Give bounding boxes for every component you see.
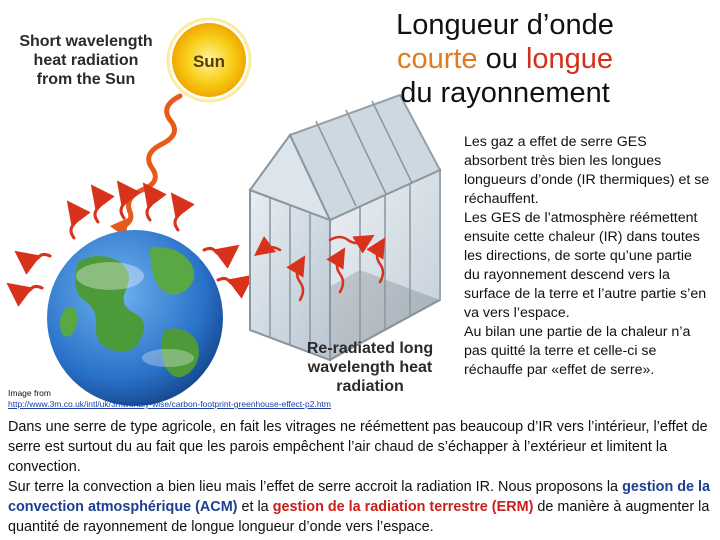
side-paragraph-3: Au bilan une partie de la chaleur n’a pas quitté la terre et celle-ci se réchauffe par «effet de serre».	[464, 324, 691, 378]
greenhouse-icon	[250, 95, 440, 360]
short-wave-label	[19, 33, 152, 88]
long-wave-line-1: Re-radiated long	[306, 340, 434, 357]
bottom-p2-part-b: et la	[237, 499, 273, 515]
short-wave-arrow	[110, 96, 180, 238]
side-explanation	[464, 133, 710, 380]
title-courte: courte	[396, 43, 478, 75]
sun-label: Sun	[192, 52, 226, 71]
long-wave-label	[307, 340, 433, 395]
short-wave-line-2: heat radiation	[33, 52, 139, 69]
earth-icon	[47, 230, 223, 406]
credit-prefix: Image from	[8, 388, 51, 398]
bottom-explanation	[8, 417, 713, 537]
long-wave-line-2: wavelength heat	[307, 359, 433, 376]
erm-highlight: gestion de la radiation terrestre (ERM)	[272, 499, 534, 515]
title-longue: longue	[525, 43, 614, 75]
bottom-paragraph-2	[8, 477, 713, 537]
short-wave-line-1: Short wavelength	[19, 33, 153, 50]
side-paragraph-1: Les gaz a effet de serre GES absorbent très bien les longues longueurs d’onde (IR thermiques) et se réchauffent.	[464, 134, 710, 207]
title-ou: ou	[477, 43, 526, 75]
long-wave-line-3: radiation	[336, 378, 404, 395]
acm-highlight: gestion de la convection atmosphérique (ACM)	[8, 479, 711, 515]
sun-icon	[168, 19, 250, 101]
bottom-p2-part-a: Sur terre la convection a bien lieu mais l’effet de serre accroit la radiation IR. Nous proposons la	[8, 479, 623, 495]
title-line-2	[330, 42, 680, 76]
bottom-p2-part-c: de manière à augmenter la quantité de rayonnement de longue longueur d’onde vers l’espace.	[8, 499, 710, 535]
side-paragraph-2: Les GES de l’atmosphère réémettent ensuite cette chaleur (IR) dans toutes les directions, de sorte qu’une partie du rayonnement descend vers la surface de la terre et l’autre partie s’en va vers l’espace.	[464, 210, 707, 321]
bottom-paragraph-1: Dans une serre de type agricole, en fait les vitrages ne réémettent pas beaucoup d’IR vers l’intérieur, l’effet de serre est surtout du au fait que les parois empêchent l’air chaud de s’échapper à l’extérieur et limitent la convection.	[8, 419, 708, 475]
page-title	[330, 8, 680, 110]
title-line-1: Longueur d’onde	[396, 9, 614, 41]
image-credit	[8, 388, 468, 410]
short-wave-line-3: from the Sun	[36, 71, 136, 88]
title-line-3: du rayonnement	[400, 77, 610, 109]
credit-link[interactable]: http://www.3m.co.uk/intl/uk/3mworldly-wise/carbon-footprint-greenhouse-effect-p2.htm	[8, 399, 331, 409]
